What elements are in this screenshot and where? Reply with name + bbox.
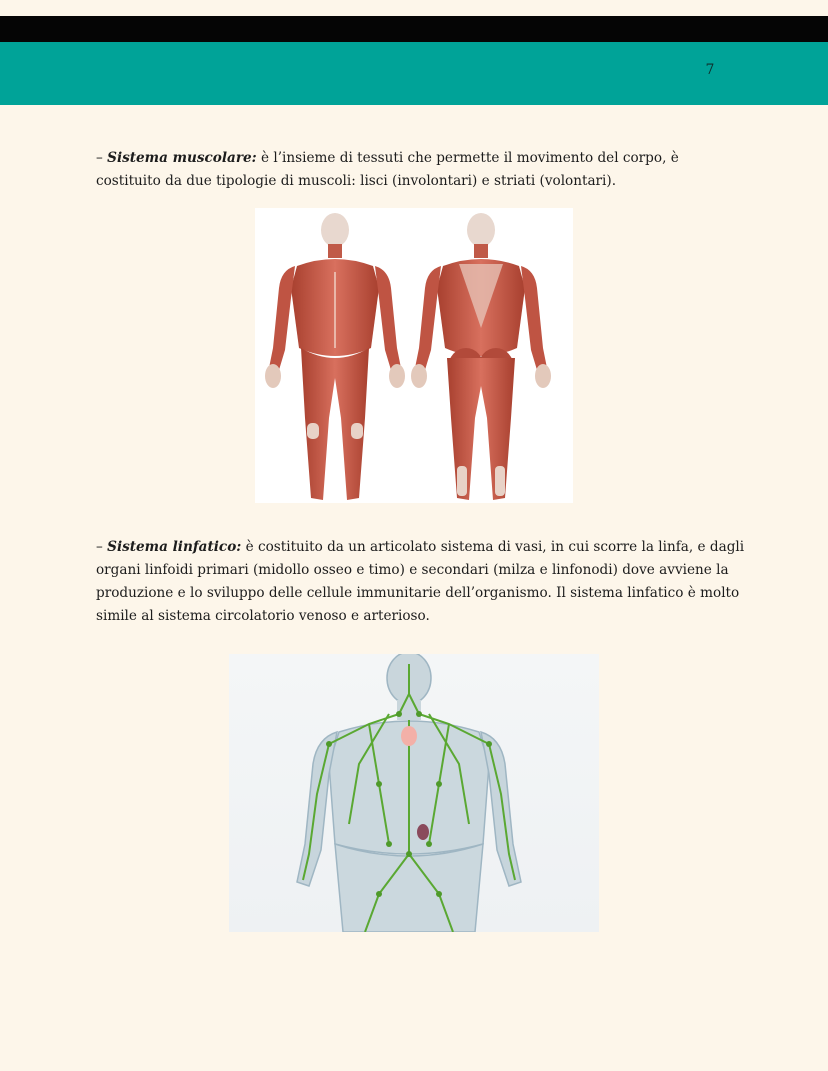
back-body [411, 213, 551, 500]
lymphatic-system-illustration [229, 654, 599, 932]
paragraph-lymphatic-system [96, 536, 746, 628]
translucent-body [297, 654, 521, 932]
paragraph-text: è l’insieme di tessuti che permette il movimento del corpo, è costituito da due tipologie di muscoli: lisci (involontari) e striati (volontari). [96, 150, 679, 189]
muscular-system-illustration [255, 208, 573, 503]
header-black-bar [0, 16, 828, 42]
muscular-system-figure [255, 208, 573, 503]
top-margin [0, 0, 828, 16]
paragraph-muscular-system [96, 147, 746, 193]
front-body [265, 213, 405, 500]
term-lymphatic-system: Sistema linfatico: [107, 539, 242, 555]
dash: – [96, 539, 108, 555]
paragraph-text: è costituito da un articolato sistema di vasi, in cui scorre la linfa, e dagli organi linfoidi primari (midollo osseo e timo) e secondari (milza e linfonodi) dove avviene la produzione e lo sviluppo delle cellule immunitarie dell’organismo. Il sistema linfatico è molto simile al sistema circolatorio venoso e arterioso. [96, 539, 745, 624]
dash: – [96, 150, 108, 166]
lymphatic-system-figure [229, 654, 599, 932]
page-number: 7 [705, 62, 715, 78]
term-muscular-system: Sistema muscolare: [107, 150, 257, 166]
